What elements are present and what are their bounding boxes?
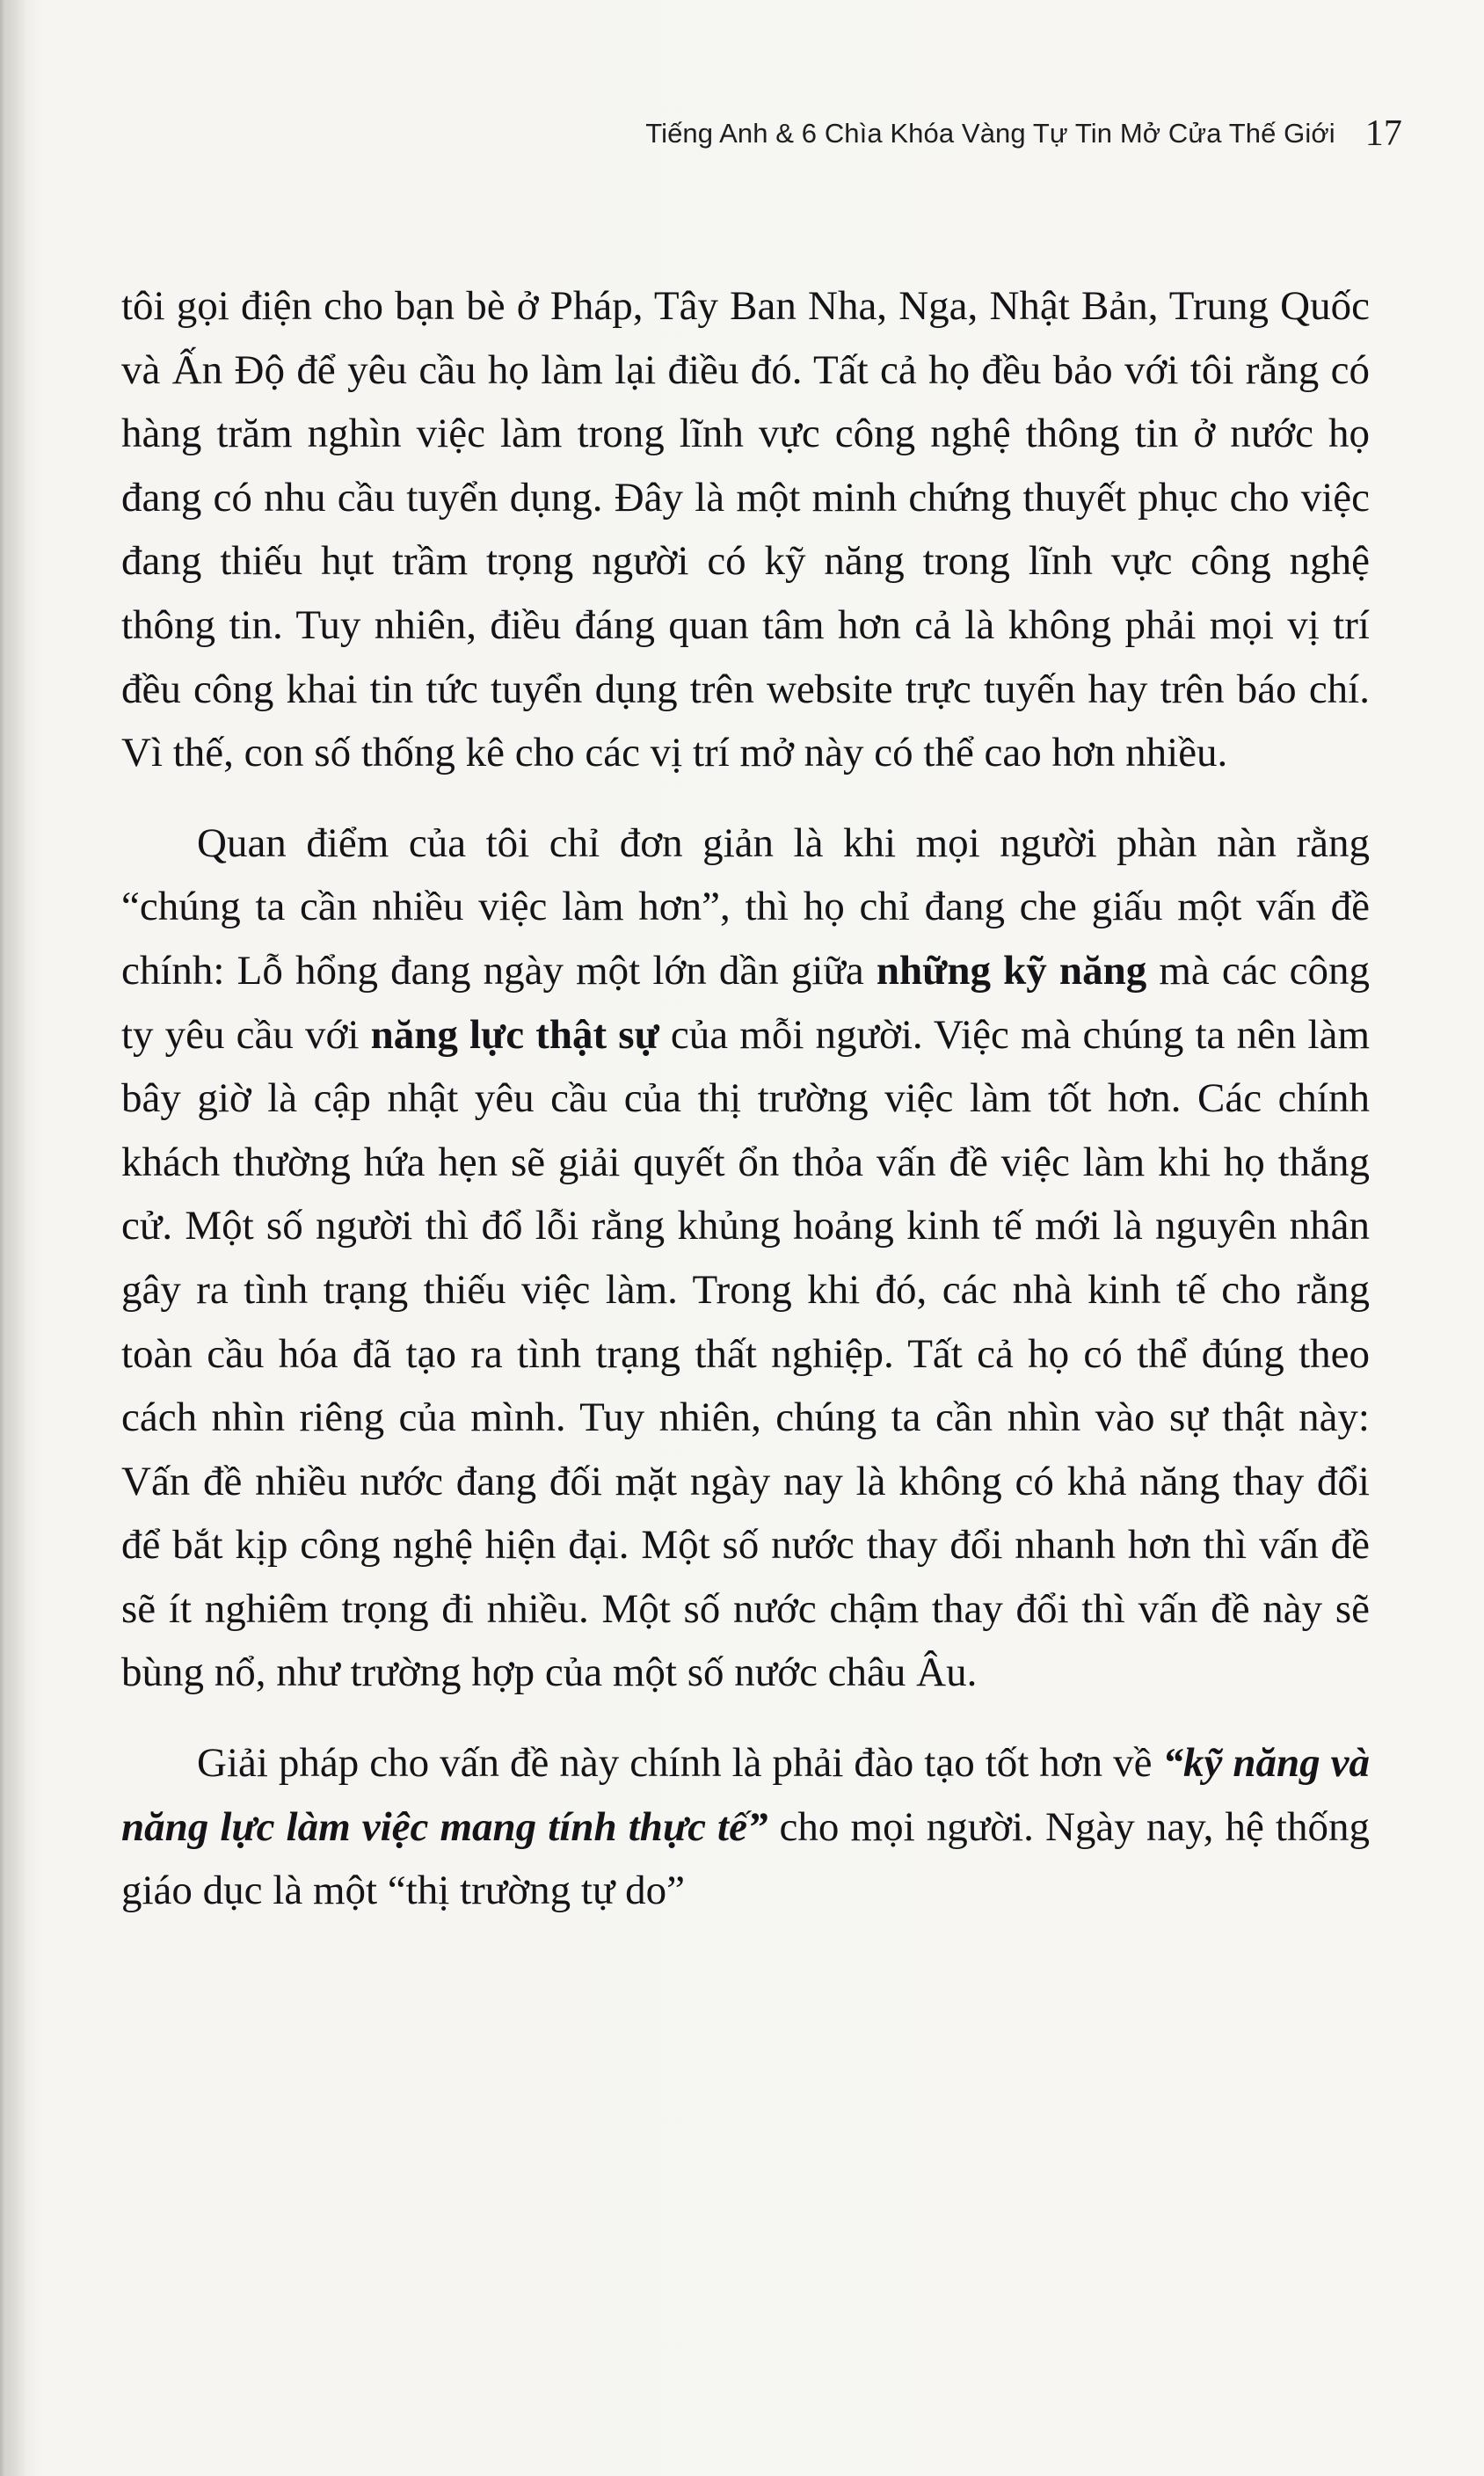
- paragraph-2-text-e: của mỗi người. Việc mà chúng ta nên làm bây giờ là cập nhật yêu cầu của thị trường việc làm tốt hơn. Các chính khách thường hứa hẹn sẽ giải quyết ổn thỏa vấn đề việc làm khi họ thắng cử. Một số người thì đổ lỗi rằng khủng hoảng kinh tế mới là nguyên nhân gây ra tình trạng thiếu việc làm. Trong khi đó, các nhà kinh tế cho rằng toàn cầu hóa đã tạo ra tình trạng thất nghiệp. Tất cả họ có thể đúng theo cách nhìn riêng của mình. Tuy nhiên, chúng ta cần nhìn vào sự thật này: Vấn đề nhiều nước đang đối mặt ngày nay là không có khả năng thay đổi để bắt kịp công nghệ hiện đại. Một số nước thay đổi nhanh hơn thì vấn đề sẽ ít nghiêm trọng đi nhiều. Một số nước chậm thay đổi thì vấn đề này sẽ bùng nổ, như trường hợp của một số nước châu Âu.: [121, 1011, 1370, 1696]
- paragraph-1: tôi gọi điện cho bạn bè ở Pháp, Tây Ban Nha, Nga, Nhật Bản, Trung Quốc và Ấn Độ để yêu cầu họ làm lại điều đó. Tất cả họ đều bảo với tôi rằng có hàng trăm nghìn việc làm trong lĩnh vực công nghệ thông tin ở nước họ đang có nhu cầu tuyển dụng. Đây là một minh chứng thuyết phục cho việc đang thiếu hụt trầm trọng người có kỹ năng trong lĩnh vực công nghệ thông tin. Tuy nhiên, điều đáng quan tâm hơn cả là không phải mọi vị trí đều công khai tin tức tuyển dụng trên website trực tuyến hay trên báo chí. Vì thế, con số thống kê cho các vị trí mở này có thể cao hơn nhiều.: [121, 283, 1370, 776]
- page-number: 17: [1364, 113, 1402, 154]
- header-title: Tiếng Anh & 6 Chìa Khóa Vàng Tự Tin Mở Cửa Thế Giới: [645, 118, 1335, 149]
- paragraph-2-text-c: mà các công ty yêu cầu với: [121, 947, 1370, 1058]
- paragraph-3: [121, 1731, 1370, 1923]
- bold-phrase-real-ability: năng lực thật sự: [370, 1011, 659, 1058]
- emphasis-phrase: “kỹ năng và năng lực làm việc mang tính thực tế”: [121, 1740, 1371, 1850]
- bold-phrase-skills: những kỹ năng: [876, 947, 1147, 994]
- body-text: [121, 274, 1370, 1923]
- paragraph-3-text-c: cho mọi người. Ngày nay, hệ thống giáo dục là một “thị trường tự do”: [121, 1803, 1370, 1914]
- paragraph-2-text-a: Quan điểm của tôi chỉ đơn giản là khi mọi người phàn nàn rằng “chúng ta cần nhiều việc làm hơn”, thì họ chỉ đang che giấu một vấn đề chính: Lỗ hổng đang ngày một lớn dần giữa: [121, 819, 1370, 994]
- paragraph-3-text-a: Giải pháp cho vấn đề này chính là phải đào tạo tốt hơn về: [197, 1740, 1163, 1787]
- running-header: [0, 113, 1402, 155]
- paragraph-2: [121, 812, 1370, 1705]
- spine-shadow: [0, 0, 26, 2476]
